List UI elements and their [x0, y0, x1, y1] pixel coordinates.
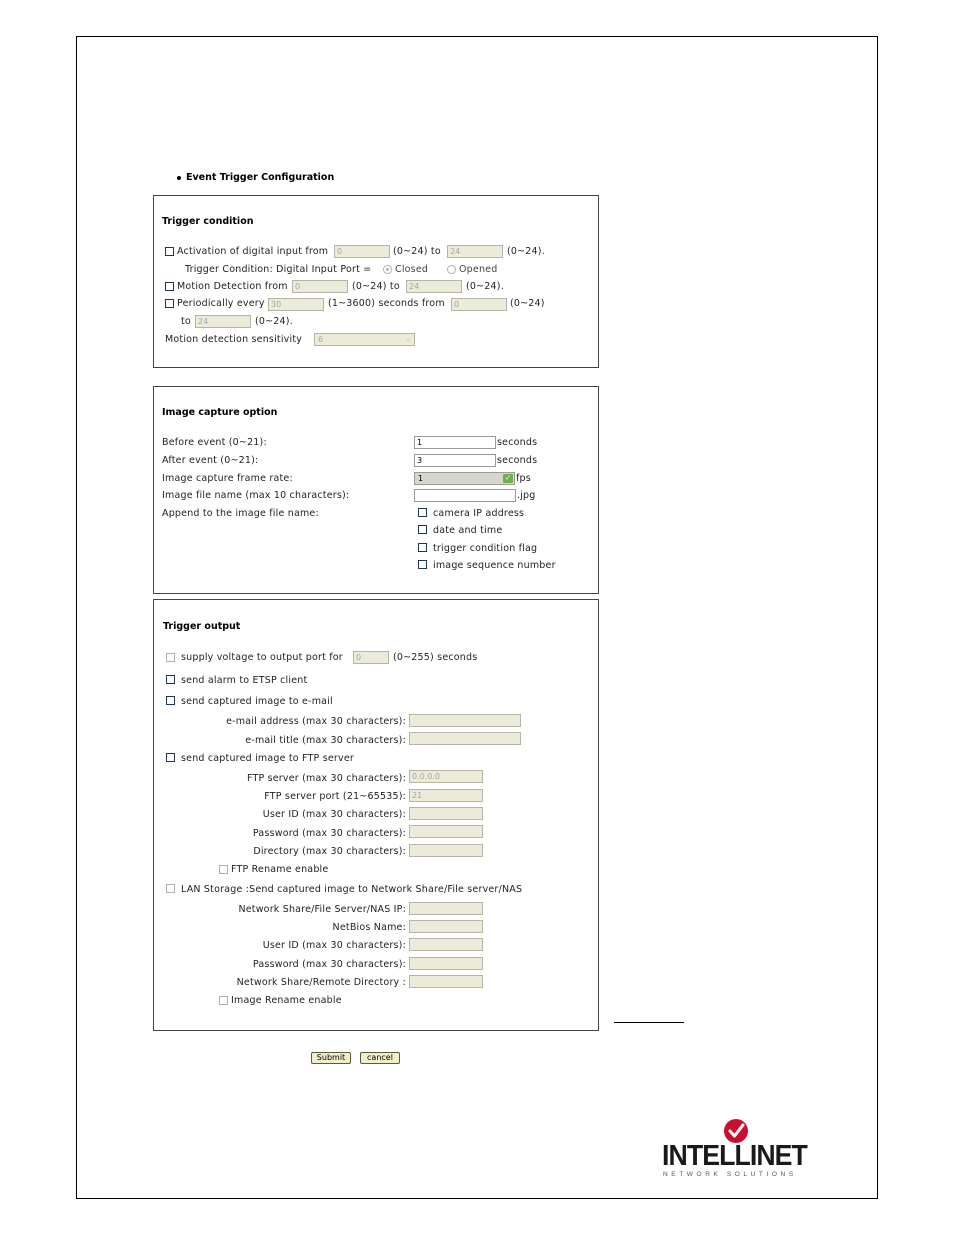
filename-field[interactable] [414, 489, 516, 502]
digital-input-to-field[interactable]: 24 [447, 245, 503, 258]
opened-label: Opened [459, 264, 498, 275]
lan-storage-label: LAN Storage :Send captured image to Network Share/File server/NAS [181, 884, 523, 895]
periodic-checkbox[interactable] [165, 299, 174, 308]
email-address-label: e-mail address (max 30 characters): [226, 716, 406, 727]
ftp-user-field[interactable] [409, 807, 483, 820]
before-event-field[interactable]: 1 [414, 436, 496, 449]
logo-tagline: NETWORK SOLUTIONS [663, 1171, 797, 1178]
lan-password-field[interactable] [409, 957, 483, 970]
trigger-output-title: Trigger output [163, 621, 241, 632]
alarm-label: send alarm to ETSP client [181, 675, 308, 686]
supply-voltage-field[interactable]: 0 [353, 651, 389, 664]
chevron-down-icon: ✓ [503, 474, 513, 483]
lan-user-field[interactable] [409, 938, 483, 951]
before-event-label: Before event (0~21): [162, 437, 267, 448]
motion-from-field[interactable]: 0 [292, 280, 348, 293]
periodic-every-field[interactable]: 30 [268, 298, 324, 311]
bullet-icon [177, 176, 181, 180]
motion-detection-label: Motion Detection from [177, 281, 288, 292]
alarm-checkbox[interactable] [166, 675, 175, 684]
image-rename-checkbox[interactable] [219, 996, 228, 1005]
periodic-label: Periodically every [177, 298, 265, 309]
ftp-directory-field[interactable] [409, 844, 483, 857]
digital-input-from-field[interactable]: 0 [334, 245, 390, 258]
divider-line [614, 1022, 684, 1023]
sensitivity-value: 6 [318, 335, 324, 344]
ftp-rename-label: FTP Rename enable [231, 864, 329, 875]
lan-user-label: User ID (max 30 characters): [262, 940, 406, 951]
append-sequence-checkbox[interactable] [418, 560, 427, 569]
email-address-field[interactable] [409, 714, 521, 727]
append-flag-label: trigger condition flag [433, 543, 538, 554]
ftp-rename-checkbox[interactable] [219, 865, 228, 874]
motion-range-b: (0~24). [466, 281, 504, 292]
ftp-directory-label: Directory (max 30 characters): [253, 846, 406, 857]
lan-password-label: Password (max 30 characters): [252, 959, 406, 970]
frame-rate-select[interactable] [414, 472, 515, 485]
after-event-unit: seconds [497, 455, 538, 466]
ftp-user-label: User ID (max 30 characters): [262, 809, 406, 820]
motion-range-a: (0~24) to [352, 281, 400, 292]
append-ip-checkbox[interactable] [418, 508, 427, 517]
page-title: Event Trigger Configuration [186, 172, 335, 183]
frame-rate-unit: fps [516, 473, 531, 484]
email-checkbox[interactable] [166, 696, 175, 705]
closed-label: Closed [395, 264, 429, 275]
periodic-range-c: (0~24). [255, 316, 293, 327]
supply-voltage-checkbox[interactable] [166, 653, 175, 662]
before-event-unit: seconds [497, 437, 538, 448]
frame-rate-label: Image capture frame rate: [162, 473, 293, 484]
append-label: Append to the image file name: [162, 508, 319, 519]
digital-input-label: Activation of digital input from [177, 246, 329, 257]
ftp-port-label: FTP server port (21~65535): [264, 791, 406, 802]
append-sequence-label: image sequence number [433, 560, 556, 571]
periodic-from-field[interactable]: 0 [451, 298, 507, 311]
lan-netbios-label: NetBios Name: [332, 922, 406, 933]
after-event-field[interactable]: 3 [414, 454, 496, 467]
supply-voltage-range: (0~255) seconds [393, 652, 478, 663]
periodic-to-label: to [181, 316, 191, 327]
lan-storage-checkbox[interactable] [166, 884, 175, 893]
lan-directory-label: Network Share/Remote Directory : [236, 977, 406, 988]
append-datetime-checkbox[interactable] [418, 525, 427, 534]
motion-to-field[interactable]: 24 [406, 280, 462, 293]
append-flag-checkbox[interactable] [418, 543, 427, 552]
supply-voltage-label: supply voltage to output port for [181, 652, 343, 663]
intellinet-logo [660, 1118, 816, 1182]
ftp-port-field[interactable]: 21 [409, 789, 483, 802]
image-rename-label: Image Rename enable [231, 995, 342, 1006]
ftp-checkbox[interactable] [166, 753, 175, 762]
ftp-server-field[interactable]: 0.0.0.0 [409, 770, 483, 783]
closed-radio[interactable] [383, 265, 392, 274]
cancel-button[interactable]: cancel [360, 1052, 400, 1064]
filename-label: Image file name (max 10 characters): [162, 490, 350, 501]
lan-ip-field[interactable] [409, 902, 483, 915]
email-label: send captured image to e-mail [181, 696, 333, 707]
motion-detection-checkbox[interactable] [165, 282, 174, 291]
image-capture-title: Image capture option [162, 407, 278, 418]
lan-ip-label: Network Share/File Server/NAS IP: [238, 904, 406, 915]
opened-radio[interactable] [447, 265, 456, 274]
periodic-to-field[interactable]: 24 [195, 315, 251, 328]
periodic-range-a: (1~3600) seconds from [328, 298, 445, 309]
chevron-down-icon: ⌵ [405, 335, 411, 343]
digital-input-range-b: (0~24). [507, 246, 545, 257]
trigger-condition-title: Trigger condition [162, 216, 254, 227]
append-ip-label: camera IP address [433, 508, 525, 519]
sensitivity-select[interactable] [314, 333, 415, 346]
digital-input-checkbox[interactable] [165, 247, 174, 256]
ftp-label: send captured image to FTP server [181, 753, 354, 764]
ftp-server-label: FTP server (max 30 characters): [246, 773, 406, 784]
email-title-field[interactable] [409, 732, 521, 745]
filename-ext: .jpg [517, 490, 536, 501]
after-event-label: After event (0~21): [162, 455, 259, 466]
periodic-range-b: (0~24) [510, 298, 545, 309]
frame-rate-value: 1 [418, 474, 424, 483]
sensitivity-label: Motion detection sensitivity [165, 334, 303, 345]
submit-button[interactable]: Submit [311, 1052, 351, 1064]
digital-input-port-label: Trigger Condition: Digital Input Port = [185, 264, 372, 275]
append-datetime-label: date and time [433, 525, 503, 536]
lan-directory-field[interactable] [409, 975, 483, 988]
email-title-label: e-mail title (max 30 characters): [245, 735, 406, 746]
digital-input-range-a: (0~24) to [393, 246, 441, 257]
logo-brand: INTELLINET [662, 1140, 807, 1172]
ftp-password-field[interactable] [409, 825, 483, 838]
lan-netbios-field[interactable] [409, 920, 483, 933]
ftp-password-label: Password (max 30 characters): [252, 828, 406, 839]
